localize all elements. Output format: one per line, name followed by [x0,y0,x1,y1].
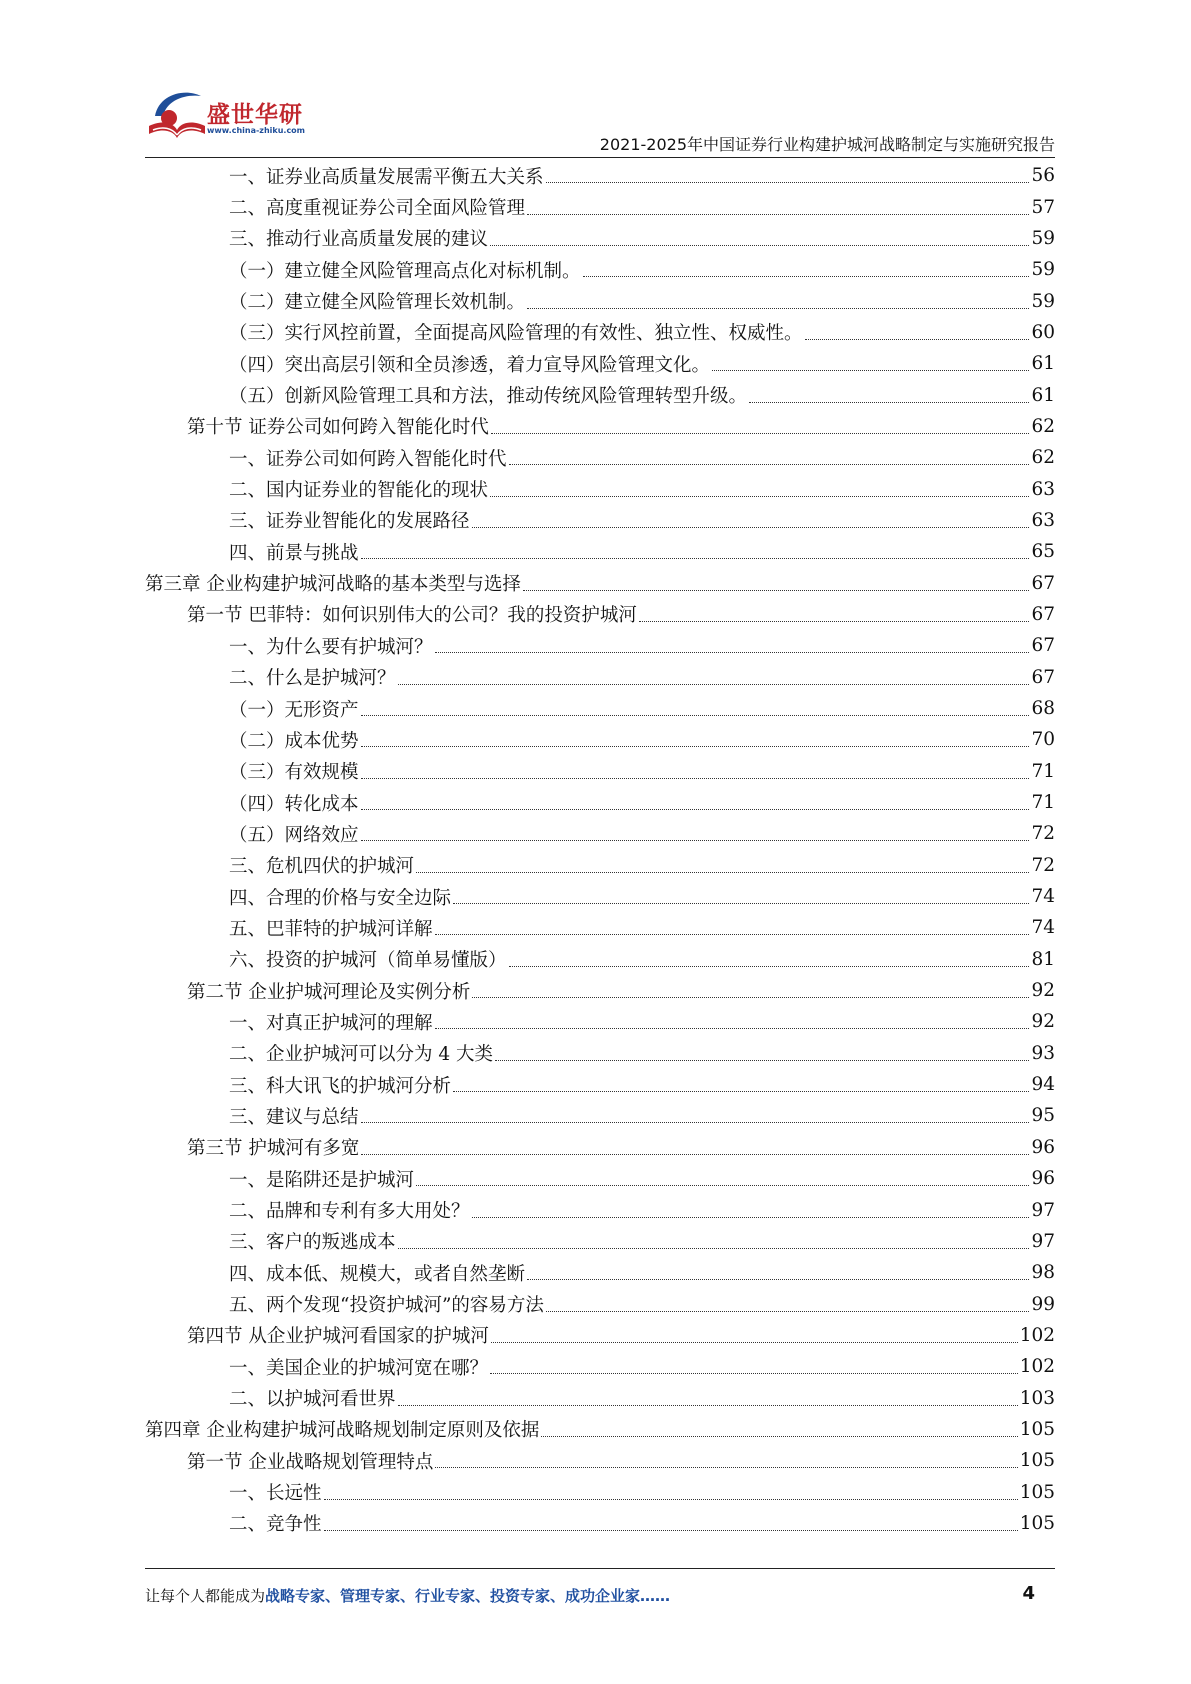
toc-entry-title: 三、危机四伏的护城河 [229,856,415,878]
toc-entry-title: 第二节 企业护城河理论及实例分析 [187,981,471,1003]
toc-entry-title: 五、巴菲特的护城河详解 [229,918,433,940]
toc-entry-page: 56 [1031,165,1055,187]
toc-entry[interactable] [145,442,1055,473]
toc-entry[interactable] [145,1069,1055,1100]
toc-entry-page: 67 [1031,635,1055,657]
toc-entry[interactable] [145,223,1055,254]
toc-entry-page: 94 [1031,1074,1055,1096]
toc-entry-title: 第三节 护城河有多宽 [187,1138,360,1160]
toc-entry[interactable] [145,850,1055,881]
toc-entry-title: 一、是陷阱还是护城河 [229,1169,415,1191]
toc-dot-leader [361,746,1030,747]
toc-dot-leader [453,903,1029,904]
toc-entry-page: 70 [1031,729,1055,751]
toc-entry-title: 三、推动行业高质量发展的建议 [229,229,489,251]
toc-entry-title: 一、美国企业的护城河宽在哪？ [229,1357,489,1379]
toc-entry[interactable] [145,285,1055,316]
toc-entry[interactable] [145,1288,1055,1319]
page-footer [145,1585,1055,1609]
toc-entry[interactable] [145,756,1055,787]
toc-entry-page: 61 [1031,353,1055,375]
toc-dot-leader [490,245,1029,246]
logo-name: 盛世华研 [207,102,303,128]
toc-dot-leader [749,402,1029,403]
toc-entry-page: 74 [1031,917,1055,939]
toc-dot-leader [398,684,1030,685]
toc-entry-page: 105 [1019,1450,1055,1472]
toc-entry[interactable] [145,1382,1055,1413]
toc-entry-title: 一、证券公司如何跨入智能化时代 [229,448,507,470]
toc-entry[interactable] [145,1476,1055,1507]
toc-entry-title: 二、国内证券业的智能化的现状 [229,480,489,502]
toc-entry-title: 第十节 证券公司如何跨入智能化时代 [187,417,489,439]
toc-entry-page: 93 [1031,1042,1055,1064]
toc-dot-leader [361,809,1030,810]
toc-entry[interactable] [145,1132,1055,1163]
document-title: 2021-2025年中国证券行业构建护城河战略制定与实施研究报告 [599,135,1055,154]
toc-entry-title: 第一节 企业战略规划管理特点 [187,1451,434,1473]
page-header [145,78,1055,158]
toc-entry-page: 60 [1031,321,1055,343]
toc-dot-leader [491,1342,1018,1343]
toc-entry-page: 72 [1031,823,1055,845]
toc-dot-leader [546,1311,1030,1312]
toc-entry-title: （一）建立健全风险管理高点化对标机制。 [229,260,581,282]
toc-dot-leader [712,370,1029,371]
toc-entry-page: 63 [1031,509,1055,531]
toc-dot-leader [361,778,1030,779]
toc-entry-title: 一、长远性 [229,1483,322,1505]
toc-entry[interactable] [145,1006,1055,1037]
toc-entry[interactable] [145,975,1055,1006]
toc-entry[interactable] [145,505,1055,536]
toc-entry-page: 96 [1031,1168,1055,1190]
toc-dot-leader [472,997,1029,998]
toc-dot-leader [546,182,1030,183]
slogan-lead: 让每个人都能成为 [145,1587,266,1605]
footer-slogan [145,1585,670,1606]
toc-dot-leader [435,1028,1030,1029]
toc-dot-leader [361,558,1030,559]
toc-entry-title: （三）有效规模 [229,762,359,784]
toc-entry-page: 97 [1031,1199,1055,1221]
toc-entry-title: 第四章 企业构建护城河战略规划制定原则及依据 [145,1420,540,1442]
toc-entry-title: 二、什么是护城河？ [229,668,396,690]
toc-dot-leader [639,621,1030,622]
toc-entry-page: 74 [1031,886,1055,908]
toc-entry-page: 71 [1031,760,1055,782]
toc-entry-title: 三、客户的叛逃成本 [229,1232,396,1254]
toc-entry[interactable] [145,1351,1055,1382]
toc-entry[interactable] [145,630,1055,661]
toc-entry-page: 102 [1019,1324,1055,1346]
toc-entry-page: 105 [1019,1418,1055,1440]
toc-entry[interactable] [145,536,1055,567]
toc-entry-title: （三）实行风控前置，全面提高风险管理的有效性、独立性、权威性。 [229,323,803,345]
toc-dot-leader [490,1373,1018,1374]
toc-entry-page: 72 [1031,854,1055,876]
toc-entry[interactable] [145,599,1055,630]
toc-dot-leader [324,1530,1018,1531]
toc-entry[interactable] [145,944,1055,975]
toc-entry-page: 92 [1031,1011,1055,1033]
toc-entry[interactable] [145,662,1055,693]
toc-entry-page: 71 [1031,792,1055,814]
toc-entry[interactable] [145,1038,1055,1069]
toc-entry[interactable] [145,1445,1055,1476]
toc-entry-page: 61 [1031,384,1055,406]
toc-entry-page: 59 [1031,227,1055,249]
toc-entry-title: （四）转化成本 [229,793,359,815]
toc-dot-leader [495,1060,1029,1061]
toc-entry-title: 二、品牌和专利有多大用处？ [229,1201,470,1223]
toc-entry-page: 59 [1031,290,1055,312]
toc-entry-title: （五）网络效应 [229,824,359,846]
toc-dot-leader [527,214,1029,215]
company-logo [145,86,315,150]
toc-dot-leader [416,872,1029,873]
toc-dot-leader [509,464,1030,465]
toc-dot-leader [583,276,1030,277]
toc-dot-leader [324,1499,1018,1500]
toc-entry-title: 二、企业护城河可以分为 4 大类 [229,1044,494,1066]
toc-entry-title: 六、投资的护城河（简单易懂版） [229,950,507,972]
toc-dot-leader [805,339,1030,340]
table-of-contents [145,160,1055,1539]
slogan-highlight: 战略专家、管理专家、行业专家、投资专家、成功企业家…… [265,1587,671,1605]
toc-entry-page: 65 [1031,541,1055,563]
toc-entry-page: 96 [1031,1136,1055,1158]
toc-dot-leader [472,1217,1030,1218]
toc-entry-page: 98 [1031,1262,1055,1284]
toc-entry-page: 95 [1031,1105,1055,1127]
header-divider [145,157,1055,158]
toc-entry-title: 四、前景与挑战 [229,542,359,564]
footer-divider [145,1568,1055,1569]
toc-entry-page: 63 [1031,478,1055,500]
toc-dot-leader [398,1405,1018,1406]
toc-entry[interactable] [145,1226,1055,1257]
toc-entry-title: 三、证券业智能化的发展路径 [229,511,470,533]
toc-dot-leader [398,1248,1030,1249]
toc-entry[interactable] [145,1163,1055,1194]
toc-entry-page: 68 [1031,698,1055,720]
toc-entry[interactable] [145,724,1055,755]
toc-dot-leader [435,652,1030,653]
toc-entry-title: 四、合理的价格与安全边际 [229,887,452,909]
toc-entry[interactable] [145,1257,1055,1288]
toc-entry-title: 第四节 从企业护城河看国家的护城河 [187,1326,489,1348]
toc-dot-leader [361,1154,1029,1155]
toc-entry-title: 三、建议与总结 [229,1106,359,1128]
toc-entry-page: 67 [1031,666,1055,688]
toc-entry[interactable] [145,818,1055,849]
toc-entry[interactable] [145,1320,1055,1351]
toc-entry-title: 一、证券业高质量发展需平衡五大关系 [229,166,544,188]
toc-entry-page: 62 [1031,447,1055,469]
toc-entry[interactable] [145,1508,1055,1539]
toc-entry-page: 67 [1031,603,1055,625]
toc-entry[interactable] [145,411,1055,442]
toc-entry[interactable] [145,567,1055,598]
toc-entry-title: （二）建立健全风险管理长效机制。 [229,292,526,314]
toc-dot-leader [361,1122,1030,1123]
page-number: 4 [1022,1583,1035,1604]
toc-dot-leader [527,308,1029,309]
toc-entry[interactable] [145,1100,1055,1131]
toc-dot-leader [416,1185,1029,1186]
toc-dot-leader [361,840,1030,841]
toc-entry-page: 97 [1031,1230,1055,1252]
toc-dot-leader [435,1467,1017,1468]
toc-entry-page: 102 [1019,1356,1055,1378]
toc-entry-title: （五）创新风险管理工具和方法，推动传统风险管理转型升级。 [229,386,748,408]
toc-entry[interactable] [145,693,1055,724]
toc-entry-title: 第一节 巴菲特：如何识别伟大的公司？我的投资护城河 [187,605,637,627]
toc-entry[interactable] [145,881,1055,912]
toc-entry[interactable] [145,160,1055,191]
toc-dot-leader [490,496,1029,497]
toc-entry-page: 59 [1031,259,1055,281]
toc-entry-page: 57 [1031,196,1055,218]
logo-url: www.china-zhiku.com [207,126,306,135]
toc-dot-leader [491,433,1030,434]
toc-entry[interactable] [145,254,1055,285]
toc-dot-leader [541,1436,1017,1437]
toc-entry-title: 五、两个发现“投资护城河”的容易方法 [229,1295,544,1317]
toc-entry[interactable] [145,191,1055,222]
toc-entry-page: 81 [1031,948,1055,970]
toc-dot-leader [435,934,1030,935]
toc-entry-page: 62 [1031,415,1055,437]
toc-entry[interactable] [145,348,1055,379]
toc-entry[interactable] [145,379,1055,410]
toc-entry[interactable] [145,473,1055,504]
toc-dot-leader [361,715,1030,716]
toc-entry-title: 四、成本低、规模大，或者自然垄断 [229,1263,526,1285]
toc-dot-leader [509,966,1030,967]
toc-entry[interactable] [145,317,1055,348]
toc-entry-title: 二、竞争性 [229,1514,322,1536]
toc-entry-title: （四）突出高层引领和全员渗透，着力宣导风险管理文化。 [229,354,711,376]
logo-book-icon [145,86,209,146]
toc-entry-title: 二、高度重视证券公司全面风险管理 [229,198,526,220]
toc-entry[interactable] [145,1414,1055,1445]
toc-entry[interactable] [145,787,1055,818]
toc-entry-title: 一、对真正护城河的理解 [229,1012,433,1034]
toc-entry-title: （二）成本优势 [229,730,359,752]
toc-entry-page: 105 [1019,1512,1055,1534]
toc-entry-title: （一）无形资产 [229,699,359,721]
toc-entry[interactable] [145,912,1055,943]
toc-entry[interactable] [145,1194,1055,1225]
toc-entry-page: 99 [1031,1293,1055,1315]
toc-entry-title: 第三章 企业构建护城河战略的基本类型与选择 [145,574,521,596]
toc-entry-page: 103 [1019,1387,1055,1409]
toc-dot-leader [527,1279,1029,1280]
toc-entry-title: 一、为什么要有护城河？ [229,636,433,658]
toc-entry-page: 92 [1031,980,1055,1002]
toc-dot-leader [523,590,1030,591]
toc-dot-leader [472,527,1030,528]
toc-entry-page: 67 [1031,572,1055,594]
toc-entry-title: 二、以护城河看世界 [229,1389,396,1411]
toc-dot-leader [453,1091,1029,1092]
toc-entry-page: 105 [1019,1481,1055,1503]
toc-entry-title: 三、科大讯飞的护城河分析 [229,1075,452,1097]
